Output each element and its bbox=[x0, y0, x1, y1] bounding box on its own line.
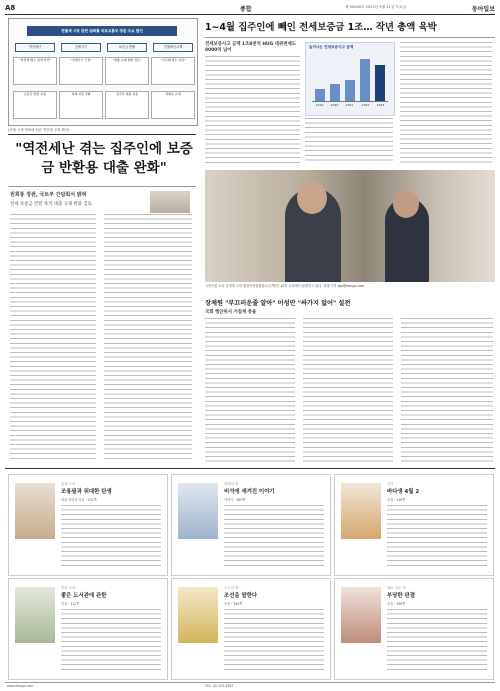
diagram-note-4: 과태료 유예 bbox=[151, 91, 195, 119]
book-ad-2-text bbox=[224, 505, 324, 569]
diagram-caption: (전세 시세 하락에 따른 역전세 우려 확산) bbox=[8, 128, 70, 132]
book-ad-6-byline: 지음 · 296쪽 bbox=[387, 602, 406, 606]
main-lead: 전세보증사고 금액 1조8천억 HUG 대위변제도 8000억 넘어 bbox=[205, 42, 296, 53]
book-ad-1-text bbox=[61, 505, 161, 569]
book-ad-1-label: 흥행 도서 bbox=[61, 482, 76, 486]
chart-category-label: 2023 bbox=[376, 103, 385, 107]
book-ad-6-cover bbox=[341, 587, 381, 643]
masthead bbox=[5, 4, 495, 15]
chart-category-label: 2021 bbox=[345, 103, 354, 107]
story2-kicker: 국회 행안위서 거칠게 충돌 bbox=[205, 310, 257, 315]
left-body-col-2 bbox=[104, 214, 192, 462]
photo-face-right bbox=[393, 190, 419, 218]
paper-name: 동아일보 bbox=[471, 6, 495, 13]
book-ad-1-cover bbox=[15, 483, 55, 539]
book-ad-2-byline: 이야기 · 280쪽 bbox=[224, 498, 246, 502]
footer-site: www.donga.com bbox=[7, 684, 34, 688]
photo-caption: 국민의힘 소속 김정재 국회 행정안전위원장(오른쪽)이 10일 국회에서 답변하고 있다. 정재 기자 wjd@donga.com bbox=[205, 284, 365, 288]
photo-face-left bbox=[297, 182, 327, 214]
chart-title: 늘어나는 전세보증사고 금액 bbox=[309, 45, 354, 49]
book-ad-5-text bbox=[224, 609, 324, 673]
book-ad-3-text bbox=[387, 505, 487, 569]
policy-diagram bbox=[8, 18, 198, 126]
book-ad-2-label: 화제의 책 bbox=[224, 482, 239, 486]
book-ad-4[interactable] bbox=[8, 578, 168, 680]
book-ad-2-cover bbox=[178, 483, 218, 539]
diagram-tag-2: 전세사기 bbox=[61, 43, 101, 52]
book-ad-1-byline: 서울 경력자 지음 · 432쪽 bbox=[61, 498, 97, 502]
diagram-note-2: 피해 지원 강화 bbox=[59, 91, 103, 119]
chart-plot bbox=[312, 55, 388, 102]
diagram-note-1: 보증금 반환 지원 bbox=[13, 91, 57, 119]
issue-info: 제 00000호 2023년 5월 11일 목요일 bbox=[345, 5, 406, 9]
diagram-quote-2: "전세사기 근절" bbox=[59, 57, 103, 85]
footer-tel: TEL: 02-123-4567 bbox=[205, 684, 234, 688]
story2-body-col-2 bbox=[303, 318, 393, 462]
book-ad-2-title: 비석에 새겨진 이야기 bbox=[224, 489, 275, 495]
book-ad-6-text bbox=[387, 609, 487, 673]
main-headline: 1~4월 집주인에 빼인 전세보증금 1조… 작년 총액 육박 bbox=[205, 22, 437, 33]
diagram-quote-4: "신고제 계도 연장" bbox=[151, 57, 195, 85]
book-ad-3-title: 바다생 4월 2 bbox=[387, 489, 420, 495]
chart-bar-2023 bbox=[375, 65, 385, 101]
diagram-quote-3: "대출 규제 완화 검토" bbox=[105, 57, 149, 85]
book-ad-5[interactable] bbox=[171, 578, 331, 680]
section-name: 종합 bbox=[240, 6, 252, 13]
book-ad-4-label: 추천 도서 bbox=[61, 586, 76, 590]
book-ad-3-cover bbox=[341, 483, 381, 539]
chart-bar-2021 bbox=[345, 80, 355, 101]
diagram-quote-1: "역전세 해소 대책 마련" bbox=[13, 57, 57, 85]
page-number: A8 bbox=[5, 4, 16, 12]
book-ad-4-cover bbox=[15, 587, 55, 643]
chart-bar-2020 bbox=[330, 84, 340, 101]
book-ad-2[interactable] bbox=[171, 474, 331, 576]
left-headline-rule-bottom bbox=[8, 186, 196, 187]
news-photo bbox=[205, 170, 495, 282]
footer-bar bbox=[5, 682, 495, 690]
chart-category-label: 2019 bbox=[315, 103, 324, 107]
main-body-col-2 bbox=[305, 118, 393, 164]
diagram-note-3: 집주인 대출 허용 bbox=[105, 91, 149, 119]
diagram-tag-4: 전월세신고제 bbox=[153, 43, 193, 52]
story2-body-col-3 bbox=[401, 318, 493, 462]
book-ad-3-byline: 지음 · 248쪽 bbox=[387, 498, 406, 502]
story2-headline: 장제원 "부끄러운줄 알아" 이성만 "싸가지 없어" 설전 bbox=[205, 300, 351, 307]
book-ad-6[interactable] bbox=[334, 578, 494, 680]
left-body-col-1 bbox=[10, 214, 96, 462]
story2-body-col-1 bbox=[205, 318, 295, 462]
book-ad-5-label: 오늘의 책 bbox=[224, 586, 239, 590]
book-ad-1[interactable] bbox=[8, 474, 168, 576]
book-ad-4-byline: 지음 · 312쪽 bbox=[61, 602, 80, 606]
book-ad-3-label: 신간 bbox=[387, 482, 394, 486]
left-headline: "역전세난 겪는 집주인에 보증금 반환용 대출 완화" bbox=[15, 141, 193, 176]
main-body-col-3 bbox=[400, 42, 492, 164]
book-ad-1-title: 조용필과 위대한 탄생 bbox=[61, 489, 112, 495]
diagram-tag-3: 보증금 반환 bbox=[107, 43, 147, 52]
chart-bar-2019 bbox=[315, 89, 325, 101]
book-ad-5-byline: 지음 · 264쪽 bbox=[224, 602, 243, 606]
chart-category-label: 2020 bbox=[330, 103, 339, 107]
main-body-col-1 bbox=[205, 56, 300, 164]
chart-category-label: 2022 bbox=[361, 103, 370, 107]
book-ad-4-title: 좋은 도서관에 관한 bbox=[61, 593, 107, 599]
book-ad-4-text bbox=[61, 609, 161, 673]
book-ad-5-cover bbox=[178, 587, 218, 643]
chart-bar-2022 bbox=[360, 59, 370, 101]
chart-category-labels bbox=[312, 103, 388, 109]
ad-section-rule bbox=[5, 468, 495, 469]
main-headline-rule bbox=[205, 37, 495, 38]
chart-box bbox=[305, 42, 395, 116]
left-byline: 원희룡 장관, 국토부 간담회서 밝혀 bbox=[10, 192, 87, 198]
left-sub-lead: 전세 보증금 반환 목적 대출 규제 완화 검토 bbox=[10, 202, 92, 207]
book-ad-6-title: 부당한 판결 bbox=[387, 593, 415, 599]
book-ad-5-title: 조선을 말한다 bbox=[224, 593, 258, 599]
diagram-title: 전월세 시장 관련 원희룡 국토교통부 장관 주요 발언 bbox=[27, 26, 177, 36]
diagram-tag-1: 역전세난 bbox=[15, 43, 55, 52]
left-portrait bbox=[150, 191, 190, 213]
book-ad-3[interactable] bbox=[334, 474, 494, 576]
book-ad-6-label: 새로 나온 책 bbox=[387, 586, 406, 590]
left-headline-rule bbox=[8, 134, 196, 135]
